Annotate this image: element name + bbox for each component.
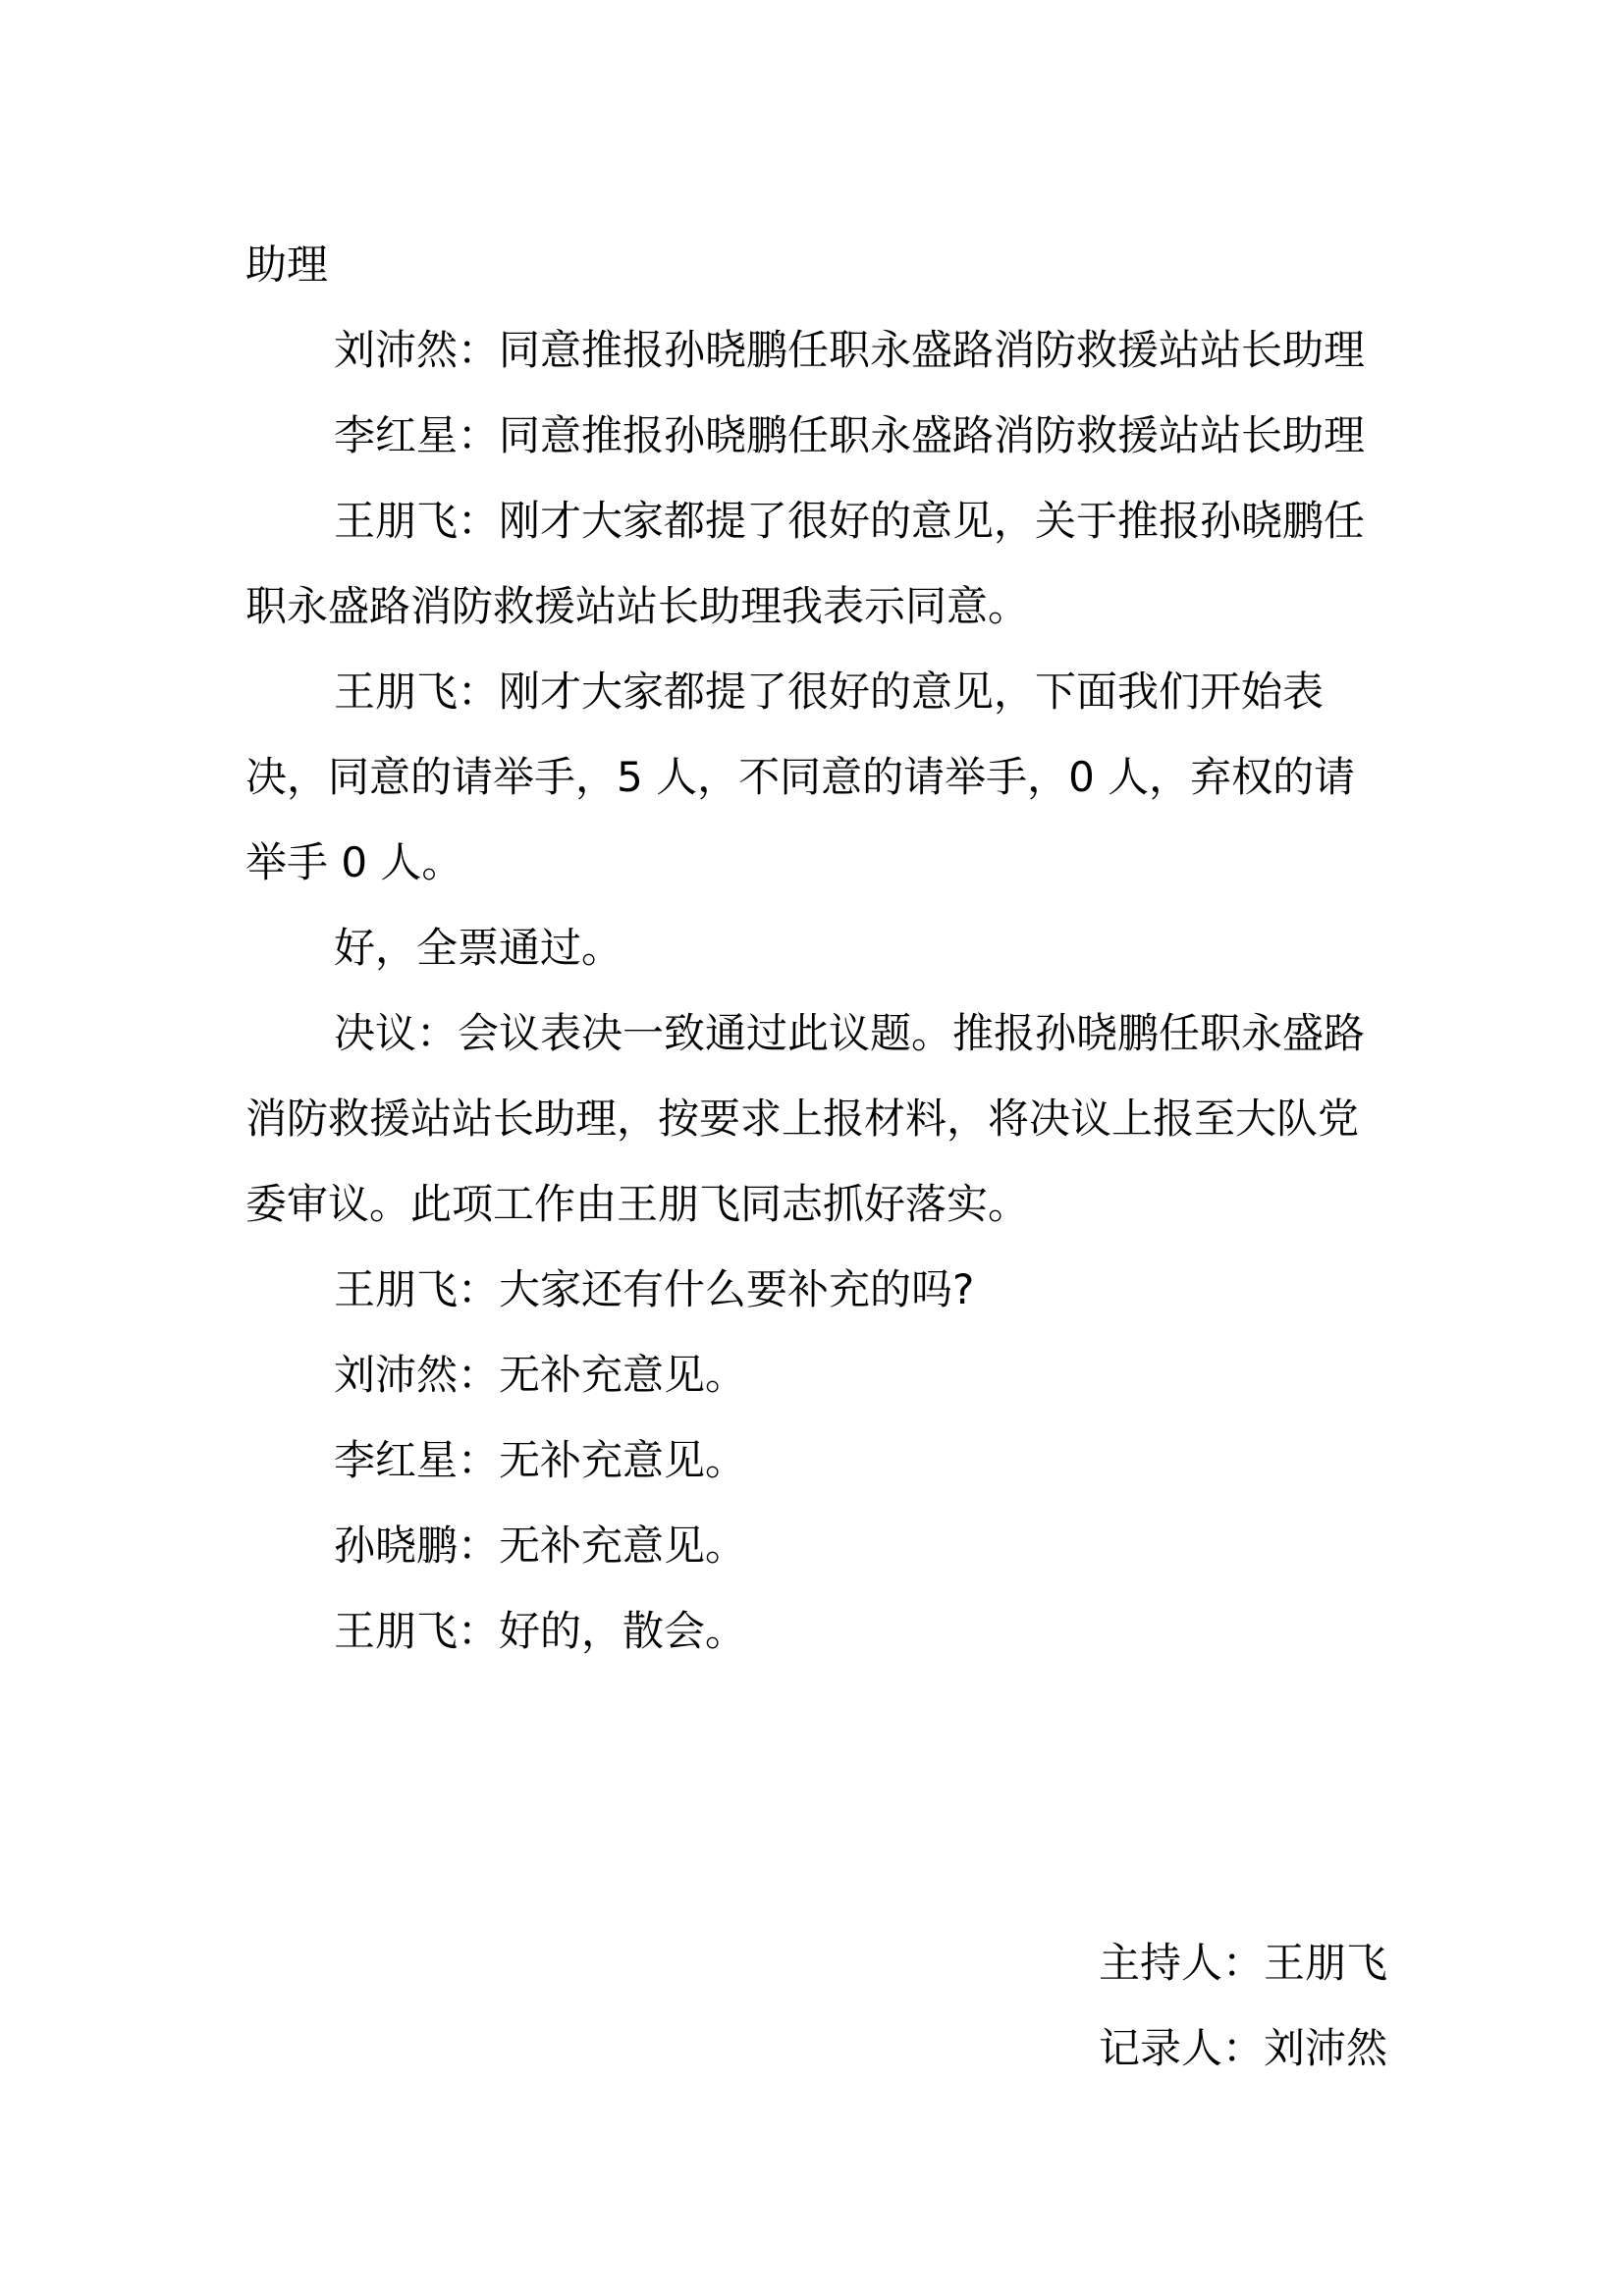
paragraph-sun-no-comment: 孙晓鹏：无补充意见。 [334, 1522, 747, 1570]
continued-fragment: 助理 [245, 240, 329, 289]
paragraph-liu-approval: 刘沛然：同意推报孙晓鹏任职永盛路消防救援站站长助理 [334, 326, 1366, 374]
paragraph-wang-approval: 王朋飞：刚才大家都提了很好的意见，关于推报孙晓鹏任职永盛路消防救援站站长助理我表示同意。 [245, 497, 1366, 630]
paragraph-li-no-comment: 李红星：无补充意见。 [334, 1436, 747, 1484]
paragraph-passed: 好，全票通过。 [334, 924, 623, 972]
paragraph-li-approval: 李红星：同意推报孙晓鹏任职永盛路消防救援站站长助理 [334, 411, 1366, 459]
paragraph-vote: 王朋飞：刚才大家都提了很好的意见，下面我们开始表决，同意的请举手，5 人，不同意的请举手，0 人，弃权的请举手 0 人。 [245, 667, 1356, 886]
recorder-signature: 记录人：刘沛然 [1098, 2024, 1387, 2072]
host-signature: 主持人：王朋飞 [1098, 1939, 1387, 1987]
paragraph-wang-question: 王朋飞：大家还有什么要补充的吗? [334, 1265, 975, 1313]
meeting-minutes-body [245, 222, 1386, 1674]
paragraph-resolution: 决议：会议表决一致通过此议题。推报孙晓鹏任职永盛路消防救援站站长助理，按要求上报材料，将决议上报至大队党委审议。此项工作由王朋飞同志抓好落实。 [245, 1009, 1366, 1228]
paragraph-wang-adjourn: 王朋飞：好的，散会。 [334, 1607, 747, 1655]
paragraph-liu-no-comment: 刘沛然：无补充意见。 [334, 1351, 747, 1399]
